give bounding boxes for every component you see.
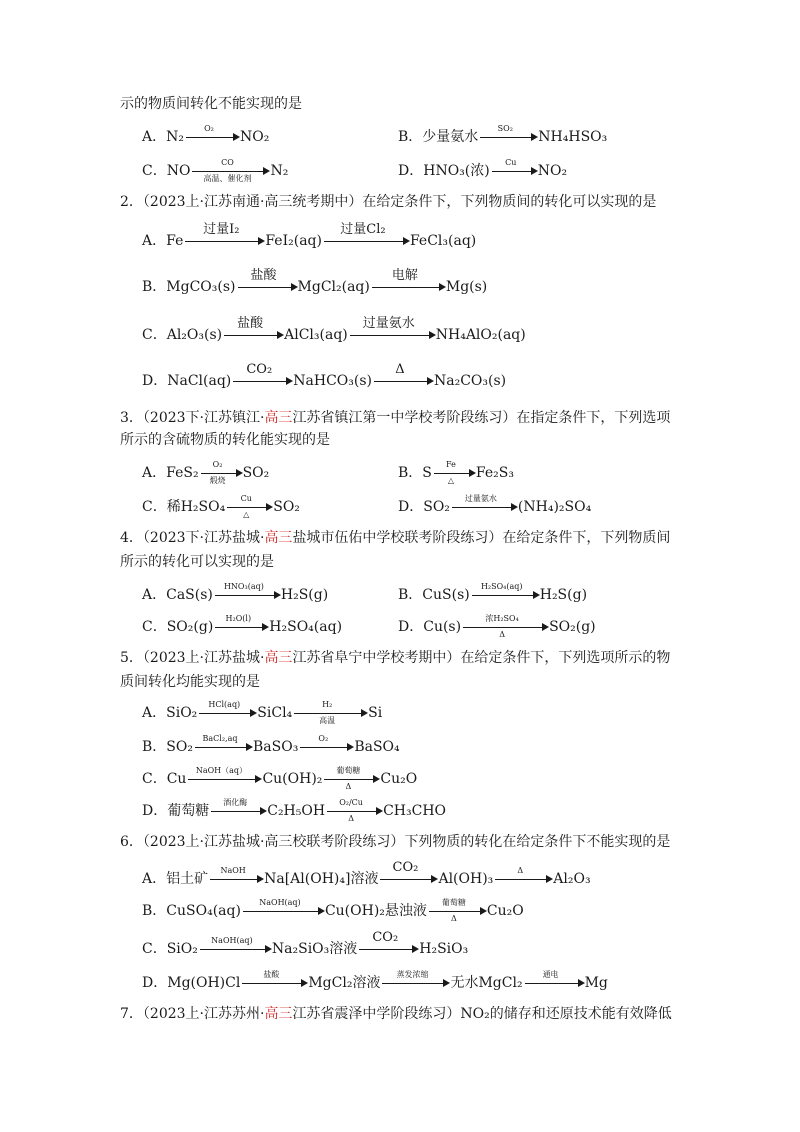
reactant: FeS₂ bbox=[166, 465, 199, 481]
species: SO₂ bbox=[166, 739, 193, 755]
reaction-arrow: O₂ 煅烧 bbox=[201, 460, 241, 486]
q3-option-b bbox=[398, 460, 514, 486]
reaction-arrow: CO₂ bbox=[380, 864, 436, 894]
intro-text: 示的物质间转化不能实现的是 bbox=[120, 96, 302, 112]
q1-option-d bbox=[398, 158, 567, 184]
q4-option-a bbox=[142, 582, 328, 608]
q5-option-b bbox=[142, 734, 400, 760]
option-label: C． bbox=[142, 327, 167, 343]
species: CuSO₄(aq) bbox=[166, 903, 241, 919]
product: H₂S(g) bbox=[280, 587, 329, 603]
reactant: N₂ bbox=[166, 129, 184, 145]
option-label: B． bbox=[398, 465, 423, 481]
reaction-arrow: 蒸发浓缩 bbox=[382, 970, 448, 996]
reaction-arrow: Δ bbox=[495, 866, 551, 892]
reaction-arrow: 盐酸 bbox=[224, 320, 282, 350]
stem-grade: 高三 bbox=[264, 410, 293, 426]
species: BaSO₃ bbox=[252, 739, 299, 755]
species: Mg(s) bbox=[445, 279, 488, 295]
species: SiO₂ bbox=[166, 705, 198, 721]
stem-source: 5．（2023上·江苏盐城· bbox=[120, 650, 265, 666]
species: 铝土矿 bbox=[166, 871, 209, 887]
q1-option-b bbox=[398, 124, 607, 150]
reaction-arrow: O₂ bbox=[300, 734, 352, 760]
option-label: B． bbox=[398, 129, 423, 145]
reactant: HNO₃(浓) bbox=[423, 163, 490, 179]
species: Fe bbox=[166, 233, 184, 249]
stem-text: 盐城市伍佑中学校联考阶段练习）在给定条件下，下列物质间 bbox=[292, 530, 671, 546]
reaction-arrow: O₂ bbox=[186, 124, 238, 150]
q2-stem: 2．（2023上·江苏南通·高三统考期中）在给定条件下，下列物质间的转化可以实现的是 bbox=[120, 194, 657, 210]
reactant: CaS(s) bbox=[166, 587, 213, 603]
stem-source: 4．（2023下·江苏盐城· bbox=[120, 530, 265, 546]
species: MgCl₂溶液 bbox=[308, 975, 381, 991]
species: SiO₂ bbox=[166, 941, 198, 957]
option-label: C． bbox=[142, 499, 167, 515]
option-label: A． bbox=[142, 587, 167, 603]
product: SO₂ bbox=[273, 499, 300, 515]
q6-option-b bbox=[142, 898, 524, 924]
reactant: CuS(s) bbox=[422, 587, 470, 603]
q5-stem-line2: 质间转化均能实现的是 bbox=[120, 674, 260, 690]
species: Si bbox=[368, 705, 383, 721]
q2-option-d bbox=[142, 362, 507, 396]
reaction-arrow: 葡萄糖 Δ bbox=[429, 898, 485, 924]
stem-grade: 高三 bbox=[264, 1006, 293, 1022]
stem-grade: 高三 bbox=[264, 650, 293, 666]
species: 无水MgCl₂ bbox=[450, 975, 523, 991]
reactant: 稀H₂SO₄ bbox=[166, 499, 226, 515]
product: H₂SO₄(aq) bbox=[269, 619, 343, 635]
product: N₂ bbox=[270, 163, 289, 179]
reaction-arrow: H₂SO₄(aq) bbox=[472, 582, 538, 608]
species: NaHCO₃(s) bbox=[293, 373, 372, 389]
option-label: C． bbox=[142, 619, 167, 635]
reaction-arrow: 盐酸 bbox=[238, 272, 296, 302]
species: Cu(OH)₂悬浊液 bbox=[324, 903, 427, 919]
product: NO₂ bbox=[537, 163, 568, 179]
reaction-arrow: SO₂ bbox=[480, 124, 536, 150]
reactant: Cu(s) bbox=[423, 619, 462, 635]
option-label: D． bbox=[142, 373, 168, 389]
q2-option-a bbox=[142, 222, 477, 256]
reactant: 少量氨水 bbox=[422, 129, 479, 145]
reaction-arrow: 电解 bbox=[372, 272, 444, 302]
product: (NH₄)₂SO₄ bbox=[517, 499, 592, 515]
q5-option-c bbox=[142, 766, 417, 792]
reaction-arrow: H₂ 高温 bbox=[294, 700, 366, 726]
option-label: B． bbox=[142, 279, 167, 295]
species: Mg bbox=[584, 975, 608, 991]
q4-option-d bbox=[398, 614, 596, 640]
product: SO₂(g) bbox=[549, 619, 596, 635]
option-label: A． bbox=[142, 129, 167, 145]
reaction-arrow: H₂O(l) bbox=[215, 614, 267, 640]
reaction-arrow: Cu bbox=[492, 158, 536, 184]
species: Al₂O₃ bbox=[553, 871, 591, 887]
q4-stem-line2: 所示的转化可以实现的是 bbox=[120, 554, 274, 570]
species: FeI₂(aq) bbox=[265, 233, 322, 249]
species: AlCl₃(aq) bbox=[284, 327, 348, 343]
q6-option-c bbox=[142, 930, 469, 964]
reactant: SO₂ bbox=[423, 499, 450, 515]
q6-option-d bbox=[142, 970, 608, 996]
reaction-arrow: Δ bbox=[374, 366, 432, 396]
q6-option-a bbox=[142, 860, 591, 894]
stem-source: 7．（2023上·江苏苏州· bbox=[120, 1006, 265, 1022]
product: SO₂ bbox=[242, 465, 270, 481]
q7-stem bbox=[120, 1004, 672, 1024]
species: FeCl₃(aq) bbox=[409, 233, 477, 249]
q1-option-c bbox=[142, 158, 288, 184]
option-label: C． bbox=[142, 941, 167, 957]
product: NO₂ bbox=[240, 129, 270, 145]
reaction-arrow: 葡萄糖 Δ bbox=[324, 766, 378, 792]
species: Na[Al(OH)₄]溶液 bbox=[264, 871, 379, 887]
reaction-arrow: Fe △ bbox=[434, 460, 474, 486]
species: NH₄AlO₂(aq) bbox=[435, 327, 526, 343]
q2-option-b bbox=[142, 268, 488, 302]
stem-text: 江苏省镇江第一中学校考阶段练习）在指定条件下，下列选项 bbox=[292, 410, 671, 426]
option-label: D． bbox=[398, 619, 424, 635]
species: Cu₂O bbox=[486, 903, 524, 919]
reaction-arrow: $\frac{\text{O₂/Cu}}{\Delta}$ bbox=[327, 798, 381, 824]
q3-stem-line2: 所示的含硫物质的转化能实现的是 bbox=[120, 432, 330, 448]
species: 葡萄糖 bbox=[167, 803, 210, 819]
option-label: A． bbox=[142, 705, 167, 721]
option-label: D． bbox=[142, 803, 168, 819]
q2-option-c bbox=[142, 316, 526, 350]
option-label: A． bbox=[142, 465, 167, 481]
species: Cu(OH)₂ bbox=[262, 771, 323, 787]
reaction-arrow: 浓H₂SO₄ Δ bbox=[463, 614, 547, 640]
q3-option-d bbox=[398, 494, 591, 520]
product: H₂S(g) bbox=[539, 587, 588, 603]
reaction-arrow: 过量氨水 bbox=[350, 320, 434, 350]
option-label: D． bbox=[398, 499, 424, 515]
option-label: C． bbox=[142, 771, 167, 787]
option-label: A． bbox=[142, 871, 167, 887]
reaction-arrow: HNO₃(aq) bbox=[215, 582, 279, 608]
reaction-arrow: CO₂ bbox=[233, 366, 291, 396]
q3-stem bbox=[120, 408, 670, 428]
reaction-arrow: CO 高温、催化剂 bbox=[192, 158, 268, 184]
species: MgCl₂(aq) bbox=[297, 279, 370, 295]
stem-text: 江苏省震泽中学阶段练习）NO₂的储存和还原技术能有效降低 bbox=[292, 1006, 672, 1022]
reaction-arrow: 盐酸 bbox=[242, 970, 306, 996]
reaction-arrow: 过量I₂ bbox=[185, 226, 263, 256]
reaction-arrow: NaOH(aq) bbox=[200, 936, 270, 962]
species: Al(OH)₃ bbox=[438, 871, 494, 887]
species: BaSO₄ bbox=[354, 739, 400, 755]
reaction-arrow: NaOH(aq) bbox=[243, 898, 323, 924]
species: NaCl(aq) bbox=[167, 373, 232, 389]
q5-option-a bbox=[142, 700, 382, 726]
reaction-arrow: 过量Cl₂ bbox=[324, 226, 408, 256]
reactant: NO bbox=[166, 163, 191, 179]
reaction-arrow: NaOH bbox=[210, 866, 262, 892]
reaction-arrow: 过量氨水 bbox=[452, 494, 516, 520]
q4-option-b bbox=[398, 582, 587, 608]
species: Na₂CO₃(s) bbox=[433, 373, 507, 389]
reaction-arrow: Cu △ bbox=[227, 494, 271, 520]
reaction-arrow: 通电 bbox=[525, 970, 583, 996]
q5-stem bbox=[120, 648, 670, 668]
option-label: B． bbox=[398, 587, 423, 603]
product: Fe₂S₃ bbox=[475, 465, 514, 481]
option-label: D． bbox=[142, 975, 168, 991]
species: Al₂O₃(s) bbox=[166, 327, 223, 343]
option-label: D． bbox=[398, 163, 424, 179]
stem-text: 江苏省阜宁中学校考期中）在给定条件下，下列选项所示的物 bbox=[292, 650, 671, 666]
species: MgCO₃(s) bbox=[166, 279, 236, 295]
species: SiCl₄ bbox=[257, 705, 293, 721]
reactant: S bbox=[422, 465, 432, 481]
species: CH₃CHO bbox=[383, 803, 447, 819]
q3-option-a bbox=[142, 460, 269, 486]
q4-stem bbox=[120, 528, 670, 548]
species: Mg(OH)Cl bbox=[167, 975, 241, 991]
stem-source: 3．（2023下·江苏镇江· bbox=[120, 410, 265, 426]
reaction-arrow: NaOH（aq） bbox=[188, 766, 260, 792]
q6-stem: 6．（2023上·江苏盐城·高三校联考阶段练习）下列物质的转化在给定条件下不能实现的是 bbox=[120, 834, 671, 850]
reaction-arrow: HCl(aq) bbox=[199, 700, 255, 726]
q1-option-a bbox=[142, 124, 269, 150]
option-label: A． bbox=[142, 233, 167, 249]
q3-option-c bbox=[142, 494, 300, 520]
species: C₂H₅OH bbox=[267, 803, 326, 819]
option-label: C． bbox=[142, 163, 167, 179]
stem-grade: 高三 bbox=[264, 530, 293, 546]
reactant: SO₂(g) bbox=[166, 619, 214, 635]
species: Cu₂O bbox=[380, 771, 418, 787]
q4-option-c bbox=[142, 614, 342, 640]
species: Cu bbox=[166, 771, 187, 787]
option-label: B． bbox=[142, 739, 167, 755]
species: Na₂SiO₃溶液 bbox=[271, 941, 358, 957]
product: NH₄HSO₃ bbox=[538, 129, 608, 145]
reaction-arrow: BaCl₂,aq bbox=[195, 734, 251, 760]
species: H₂SiO₃ bbox=[419, 941, 469, 957]
reaction-arrow: CO₂ bbox=[359, 934, 417, 964]
q5-option-d bbox=[142, 798, 446, 824]
option-label: B． bbox=[142, 903, 167, 919]
reaction-arrow: 酒化酶 bbox=[211, 798, 265, 824]
